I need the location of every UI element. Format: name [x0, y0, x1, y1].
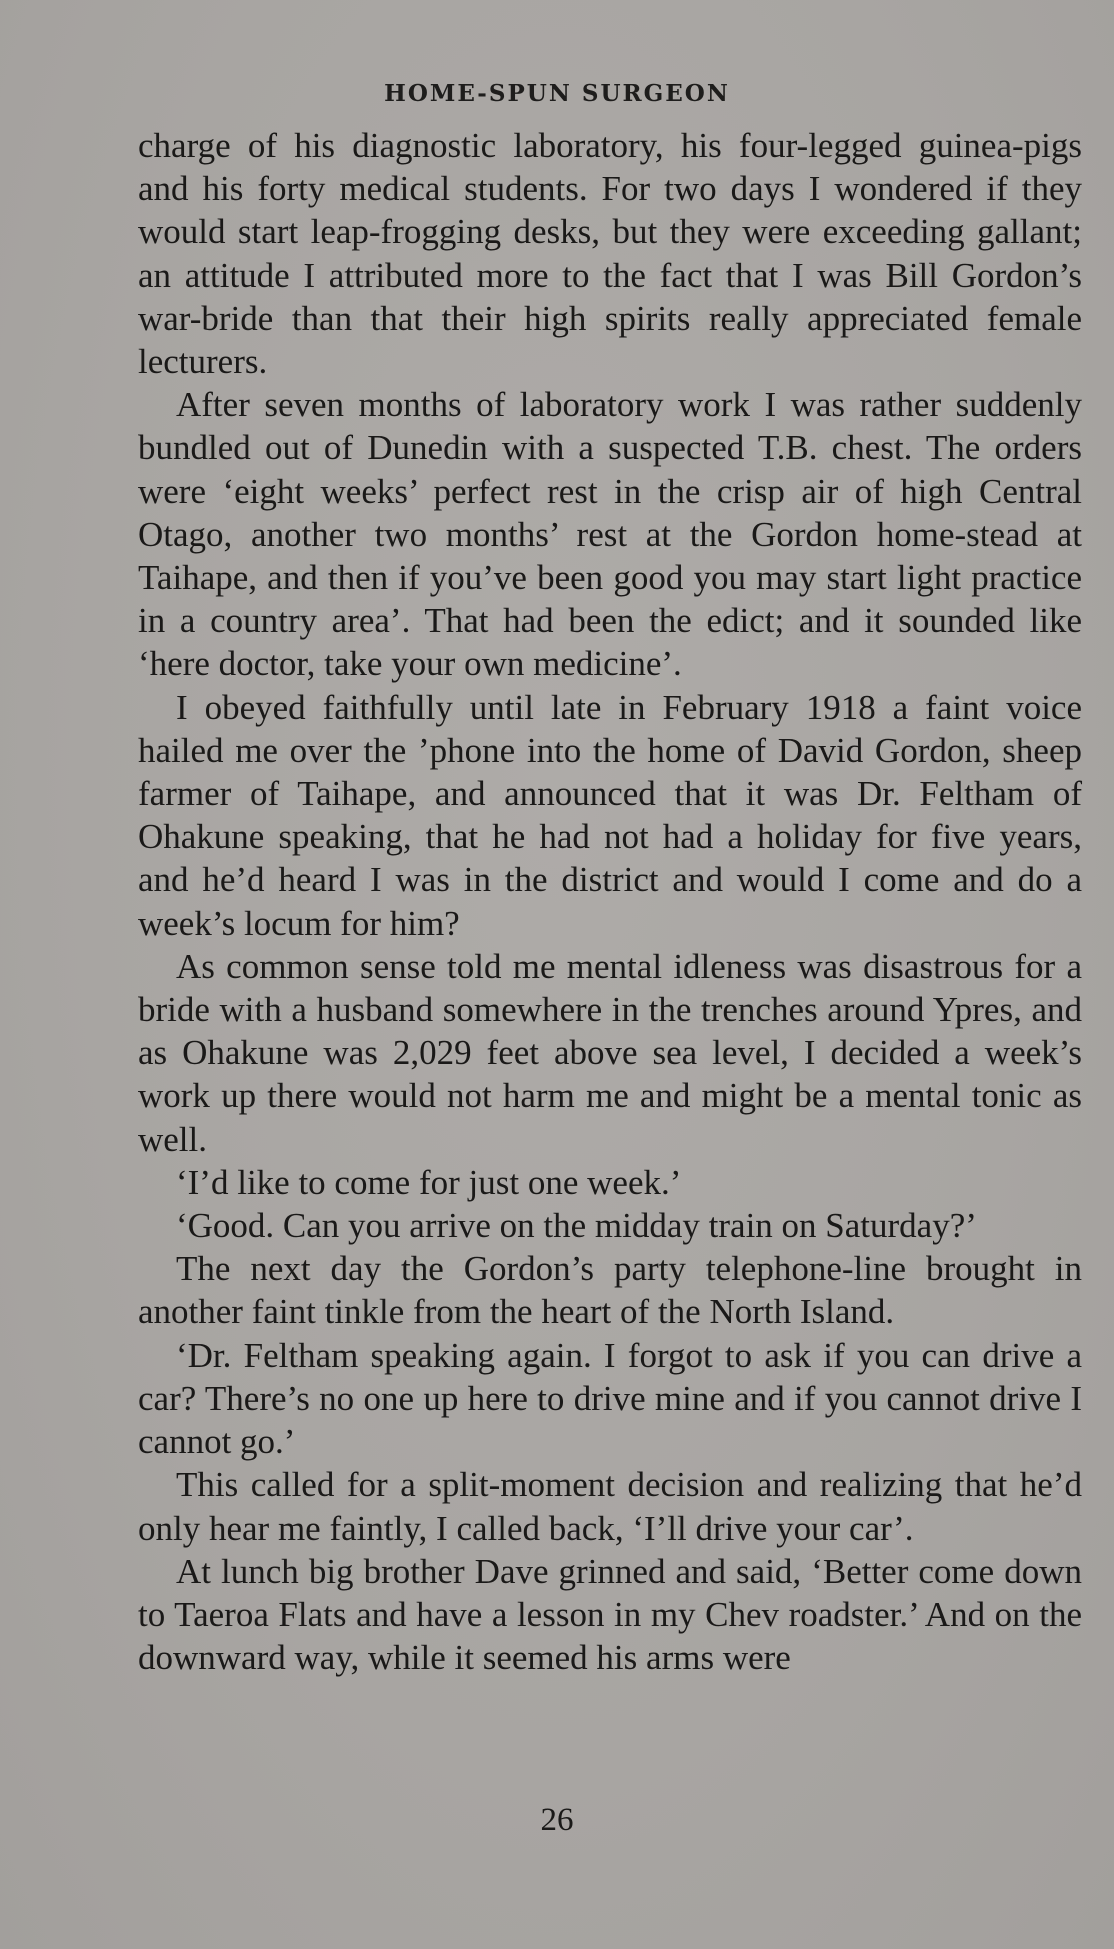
paragraph-2: After seven months of laboratory work I was rather suddenly bundled out of Dunedin with a suspected T.B. chest. The orders were ‘eight weeks’ perfect rest in the crisp air of high Central Otago, another two months’ rest at the Gordon home-stead at Taihape, and then if you’ve been good you may start light practice in a country area’. That had been the edict; and it sounded like ‘here doctor, take your own medicine’. — [138, 385, 1082, 684]
paragraph-1: charge of his diagnostic laboratory, his four-legged guinea-pigs and his forty medical students. For two days I wondered if they would start leap-frogging desks, but they were exceeding gallant; an attitude I attributed more to the fact that I was Bill Gordon’s war-bride than that their high spirits really appreciated female lecturers. — [138, 126, 1082, 382]
paragraph-4: As common sense told me mental idleness was disastrous for a bride with a husband somewhere in the trenches around Ypres, and as Ohakune was 2,029 feet above sea level, I decided a week’s work up there would not harm me and might be a mental tonic as well. — [138, 946, 1082, 1159]
paragraph-9: This called for a split-moment decision and realizing that he’d only hear me faintly, I called back, ‘I’ll drive your car’. — [138, 1465, 1082, 1548]
paragraph-6: ‘Good. Can you arrive on the midday train on Saturday?’ — [176, 1206, 977, 1246]
paragraph-5: ‘I’d like to come for just one week.’ — [176, 1162, 682, 1202]
body-text — [138, 124, 1082, 1679]
paragraph-8: ‘Dr. Feltham speaking again. I forgot to ask if you can drive a car? There’s no one up here to drive mine and if you cannot drive I cannot go.’ — [138, 1335, 1082, 1462]
paragraph-3: I obeyed faithfully until late in February 1918 a faint voice hailed me over the ’phone into the home of David Gordon, sheep farmer of Taihape, and announced that it was Dr. Feltham of Ohakune speaking, that he had not had a holiday for five years, and he’d heard I was in the district and would I come and do a week’s locum for him? — [138, 687, 1082, 943]
running-head: HOME-SPUN SURGEON — [384, 80, 730, 107]
paragraph-7: The next day the Gordon’s party telephone-line brought in another faint tinkle from the heart of the North Island. — [138, 1249, 1082, 1332]
paragraph-10: At lunch big brother Dave grinned and said, ‘Better come down to Taeroa Flats and have a lesson in my Chev roadster.’ And on the downward way, while it seemed his arms were — [138, 1551, 1082, 1678]
page-number: 26 — [540, 1802, 574, 1838]
